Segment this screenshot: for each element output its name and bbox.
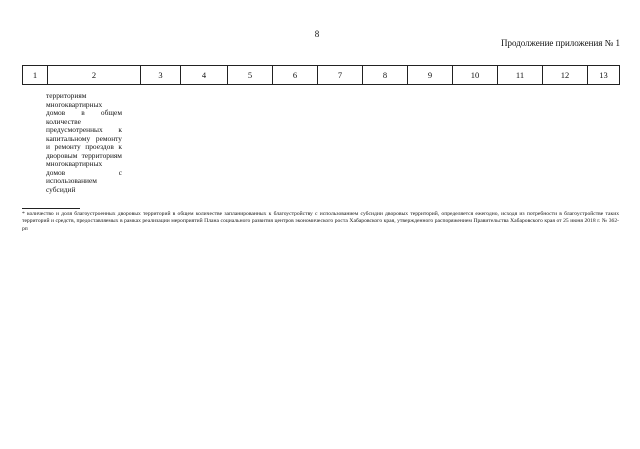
indicator-description-text: территориям многоквартирных домов в общем количестве предусмотренных к капитальному ремонту и ремонту проездов к дворовым территориям многоквартирных домов с использованием субсидий xyxy=(46,91,122,194)
appendix-continuation-note: Продолжение приложения № 1 xyxy=(500,38,620,48)
page-number: 8 xyxy=(314,29,320,39)
column-number-cell: 5 xyxy=(228,66,273,85)
column-number-cell: 4 xyxy=(181,66,228,85)
column-number-cell: 11 xyxy=(498,66,543,85)
footnote-text: * количество и доля благоустроенных дворовых территорий в общем количестве запланированных к благоустройству с использованием субсидии дворовых территорий, определяется ежегодно, исходя из потребности в благоустройстве таких территорий и средств, предоставляемых в рамках реализации мероприятий Плана социального развития центров экономического роста Хабаровского края, утвержденного распоряжением Правительства Хабаровского края от 25 июня 2018 г. № 362-рп xyxy=(22,211,619,232)
column-number-cell: 13 xyxy=(588,66,620,85)
column-number-cell: 8 xyxy=(363,66,408,85)
column-number-table xyxy=(22,65,620,85)
column-number-cell: 10 xyxy=(453,66,498,85)
column-number-cell: 3 xyxy=(141,66,181,85)
footnote-separator xyxy=(22,208,80,209)
column-number-row xyxy=(23,66,620,85)
column-number-cell: 6 xyxy=(273,66,318,85)
column-number-cell: 1 xyxy=(23,66,48,85)
column-number-cell: 2 xyxy=(48,66,141,85)
column-number-cell: 9 xyxy=(408,66,453,85)
column-number-cell: 12 xyxy=(543,66,588,85)
column-number-cell: 7 xyxy=(318,66,363,85)
